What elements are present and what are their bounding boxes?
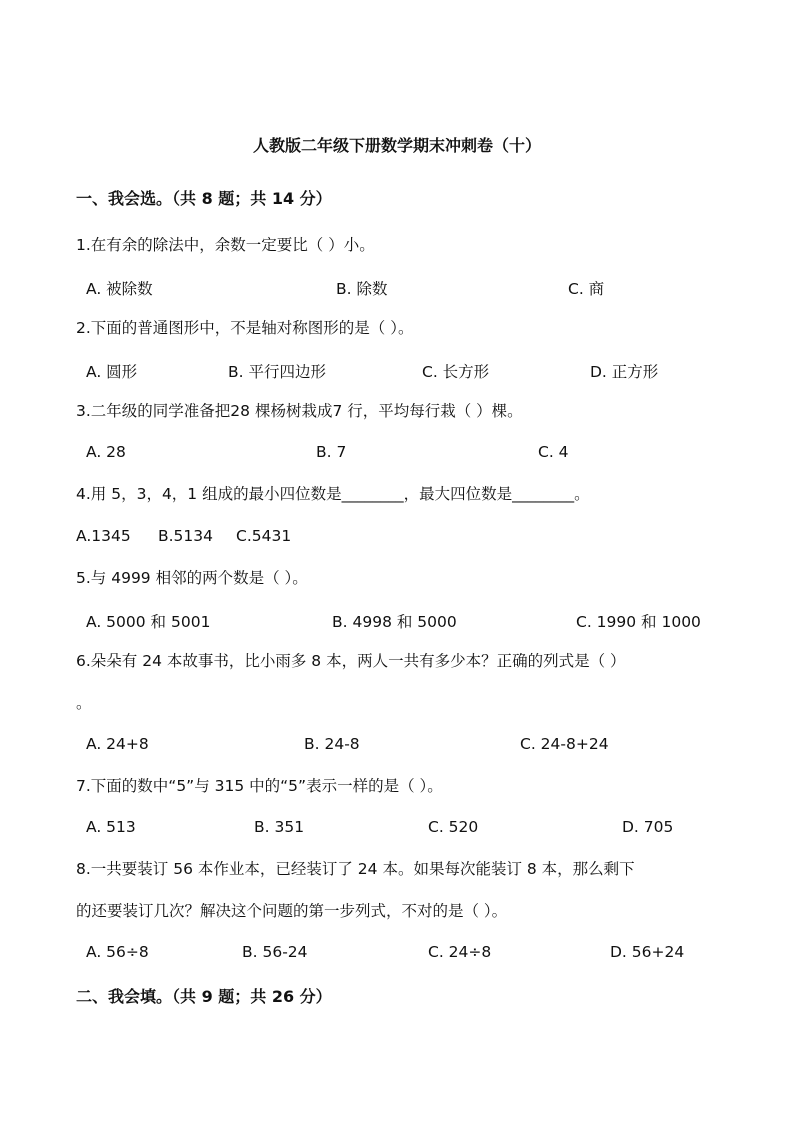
option-d: D. 正方形 [590, 363, 659, 381]
question-3 [76, 390, 726, 432]
page-title: 人教版二年级下册数学期末冲刺卷（十） [252, 136, 541, 155]
option-a: A. 28 [86, 443, 126, 461]
option-c: C. 4 [538, 443, 569, 461]
option-a: A. 24+8 [86, 735, 149, 753]
question-text: 1.在有余的除法中，余数一定要比（ ）小。 [76, 236, 375, 254]
option-d: D. 56+24 [610, 943, 685, 961]
question-text: 4.用 5，3，4，1 组成的最小四位数是________，最大四位数是________。 [76, 485, 590, 503]
option-b: B. 除数 [336, 280, 388, 298]
question-2 [76, 307, 726, 349]
question-text: 2.下面的普通图形中，不是轴对称图形的是（ ）。 [76, 319, 414, 337]
question-8 [76, 848, 726, 932]
option-a: A. 513 [86, 818, 136, 836]
question-5 [76, 557, 726, 599]
option-c: C. 520 [428, 818, 479, 836]
option-c: C. 24-8+24 [520, 735, 609, 753]
question-text-line-1: 8.一共要装订 56 本作业本，已经装订了 24 本。如果每次能装订 8 本，那么剩下 [76, 860, 635, 878]
option-b: B. 4998 和 5000 [332, 613, 457, 631]
option-b: B. 平行四边形 [228, 363, 326, 381]
question-1 [76, 224, 726, 266]
question-4 [76, 473, 726, 515]
option-a: A. 56÷8 [86, 943, 149, 961]
question-text: 3.二年级的同学准备把28 棵杨树栽成7 行，平均每行栽（ ）棵。 [76, 402, 523, 420]
option-c: C.5431 [236, 527, 292, 545]
option-b: B. 56-24 [242, 943, 308, 961]
option-b: B. 351 [254, 818, 305, 836]
question-text-line-2: 。 [76, 694, 92, 712]
option-a: A. 圆形 [86, 363, 138, 381]
option-b: B. 24-8 [304, 735, 360, 753]
option-b: B.5134 [158, 527, 214, 545]
question-text: 5.与 4999 相邻的两个数是（ ）。 [76, 569, 308, 587]
option-c: C. 商 [568, 280, 605, 298]
option-b: B. 7 [316, 443, 347, 461]
option-c: C. 1990 和 1000 [576, 613, 701, 631]
option-a: A. 5000 和 5001 [86, 613, 211, 631]
question-7 [76, 765, 726, 807]
question-text-line-1: 6.朵朵有 24 本故事书，比小雨多 8 本，两人一共有多少本？正确的列式是（ ） [76, 652, 626, 670]
section-heading-fill: 二、我会填。（共 9 题；共 26 分） [76, 987, 332, 1006]
option-d: D. 705 [622, 818, 674, 836]
option-c: C. 长方形 [422, 363, 490, 381]
option-a: A. 被除数 [86, 280, 153, 298]
question-text-line-2: 的还要装订几次？解决这个问题的第一步列式，不对的是（ ）。 [76, 902, 508, 920]
option-a: A.1345 [76, 527, 131, 545]
question-6 [76, 640, 726, 724]
question-text: 7.下面的数中“5”与 315 中的“5”表示一样的是（ ）。 [76, 777, 443, 795]
option-c: C. 24÷8 [428, 943, 492, 961]
section-heading-choice: 一、我会选。（共 8 题；共 14 分） [76, 189, 332, 208]
